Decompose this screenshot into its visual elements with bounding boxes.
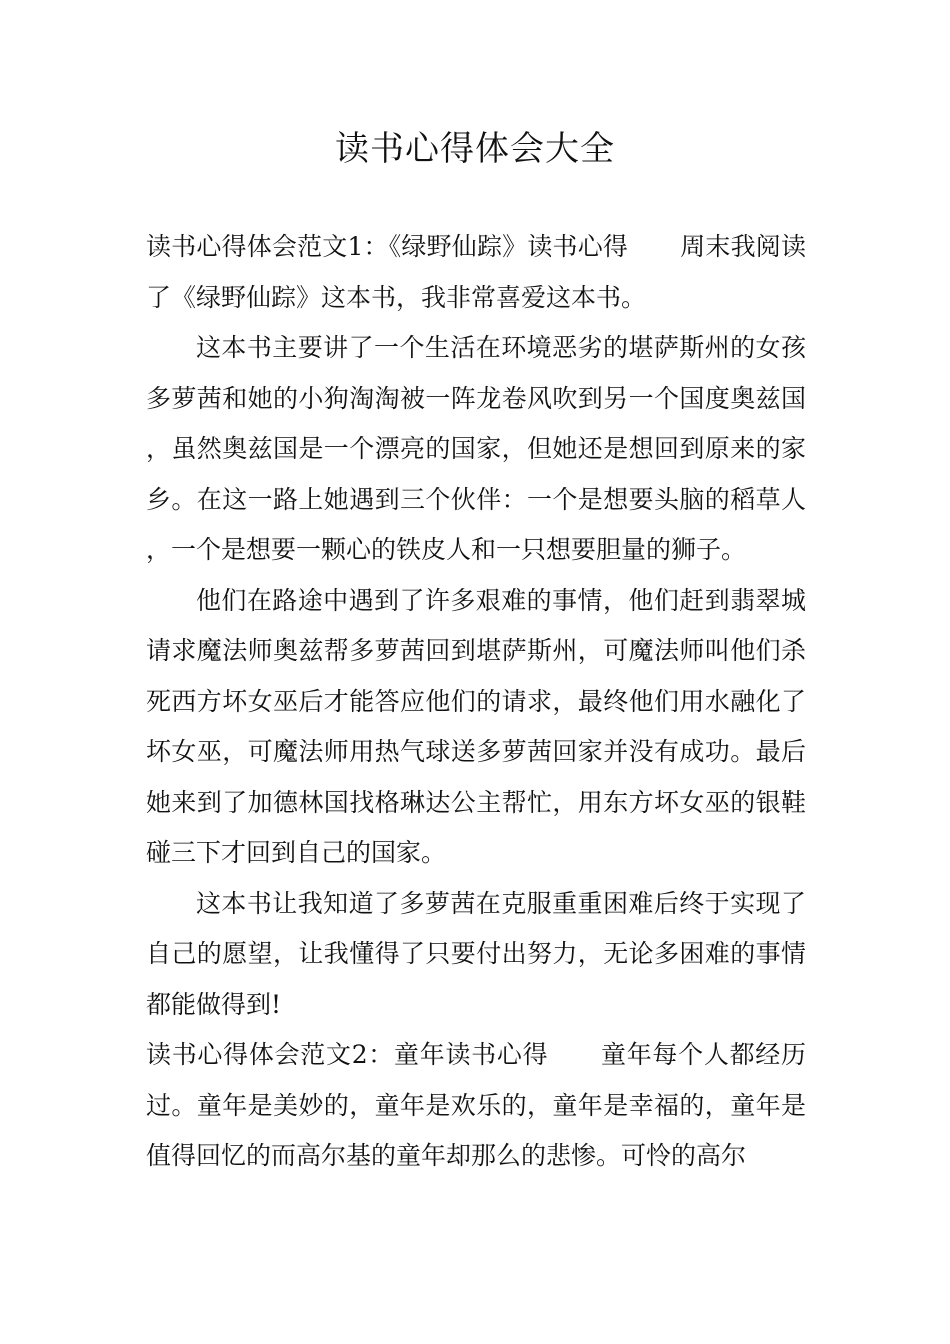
section-2-text: 童年每个人都经历过。童年是美妙的，童年是欢乐的，童年是幸福的，童年是值得回忆的而高尔基的童年却那么的悲惨。可怜的高尔 bbox=[146, 1040, 806, 1170]
paragraph-3: 他们在路途中遇到了许多艰难的事情，他们赶到翡翠城请求魔法师奥兹帮多萝茜回到堪萨斯州，可魔法师叫他们杀死西方坏女巫后才能答应他们的请求，最终他们用水融化了坏女巫，可魔法师用热气球送多萝茜回家并没有成功。最后她来到了加德林国找格琳达公主帮忙，用东方坏女巫的银鞋碰三下才回到自己的国家。 bbox=[146, 585, 806, 867]
section-2-heading: 读书心得体会范文2：童年读书心得 bbox=[146, 1040, 549, 1069]
section-1-text: 周末我阅读了《绿野仙踪》这本书，我非常喜爱这本书。 bbox=[146, 232, 806, 312]
section-2-intro bbox=[146, 1030, 806, 1182]
section-1-intro bbox=[146, 222, 806, 323]
paragraph-2: 这本书主要讲了一个生活在环境恶劣的堪萨斯州的女孩多萝茜和她的小狗淘淘被一阵龙卷风吹到另一个国度奥兹国，虽然奥兹国是一个漂亮的国家，但她还是想回到原来的家乡。在这一路上她遇到三个伙伴：一个是想要头脑的稻草人，一个是想要一颗心的铁皮人和一只想要胆量的狮子。 bbox=[146, 333, 806, 564]
document-body bbox=[146, 222, 806, 1182]
document-title: 读书心得体会大全 bbox=[335, 129, 615, 169]
paragraph-4: 这本书让我知道了多萝茜在克服重重困难后终于实现了自己的愿望，让我懂得了只要付出努力，无论多困难的事情都能做得到! bbox=[146, 888, 806, 1019]
section-1-heading: 读书心得体会范文1：《绿野仙踪》读书心得 bbox=[146, 232, 629, 261]
